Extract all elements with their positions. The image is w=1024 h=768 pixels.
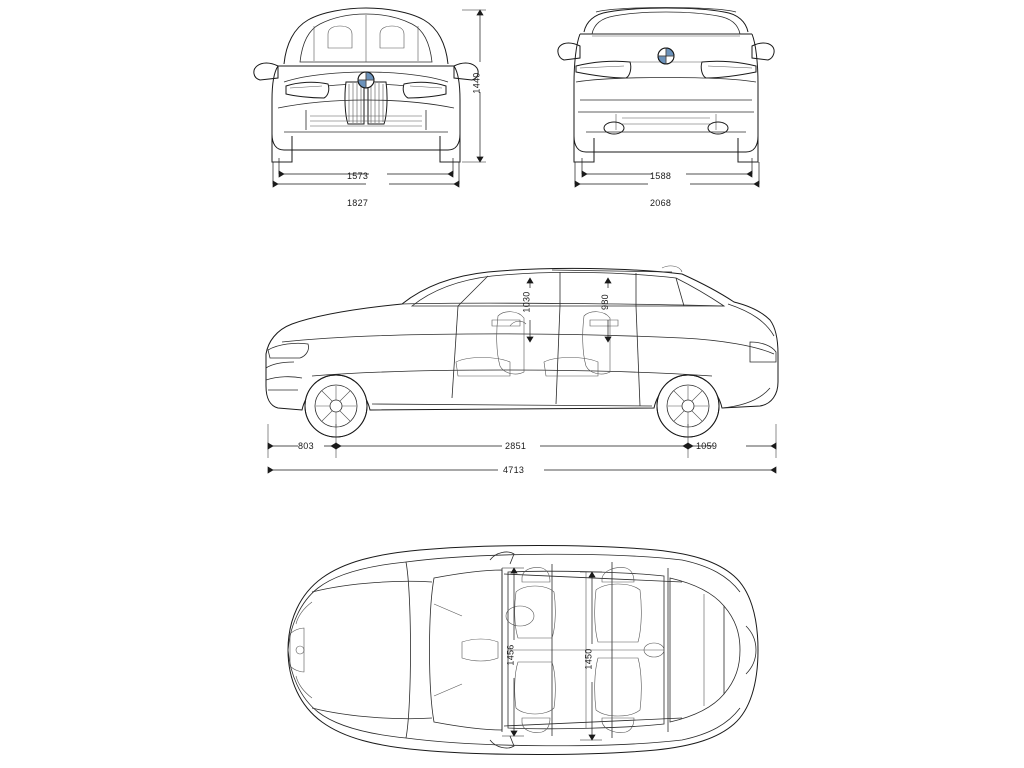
overall-height-label: 1440 xyxy=(471,72,482,94)
front-view xyxy=(248,4,484,169)
rear-view-dimension-lines xyxy=(556,158,786,218)
overall-length-label: 4713 xyxy=(503,465,525,475)
front-overhang-label: 803 xyxy=(298,441,314,451)
front-view-dimension-lines xyxy=(248,158,484,218)
rear-overhang-label: 1059 xyxy=(696,441,718,451)
front-headroom-label: 1030 xyxy=(521,291,532,313)
rear-shoulder-room-label: 1450 xyxy=(583,648,594,670)
overall-width-label: 1827 xyxy=(347,198,369,208)
rear-track-label: 1588 xyxy=(650,171,672,181)
rear-view xyxy=(556,4,776,169)
width-with-mirrors-label: 2068 xyxy=(650,198,672,208)
side-view-dimension-lines xyxy=(252,424,792,486)
front-shoulder-room-label: 1456 xyxy=(505,644,516,666)
front-track-label: 1573 xyxy=(347,171,369,181)
wheelbase-label: 2851 xyxy=(505,441,527,451)
rear-headroom-label: 980 xyxy=(599,294,610,310)
